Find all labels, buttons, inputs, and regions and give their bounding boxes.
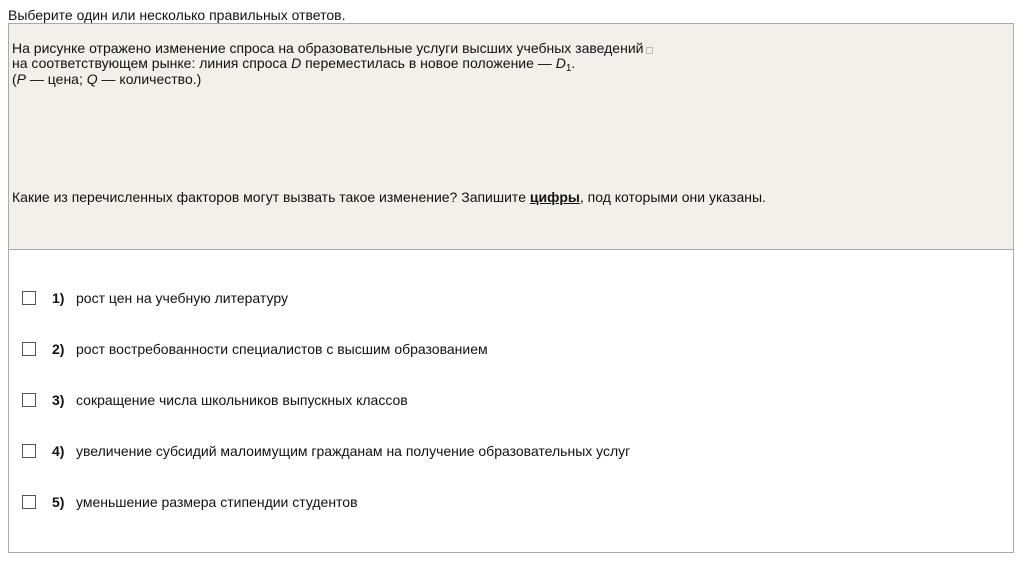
quantity-symbol: Q xyxy=(86,71,98,87)
answer-label-5: уменьшение размера стипендии студентов xyxy=(76,494,358,510)
question-line-2-middle: переместилась в новое положение — xyxy=(301,55,556,71)
answer-number-2: 2) xyxy=(52,341,65,357)
new-demand-subscript: 1 xyxy=(565,63,572,74)
answer-option-4[interactable] xyxy=(22,442,630,460)
task-text-start: Какие из перечисленных факторов могут вызвать такое изменение? Запишите xyxy=(12,189,530,205)
question-text xyxy=(12,40,1002,88)
image-placeholder-icon xyxy=(646,47,653,54)
answer-label-1: рост цен на учебную литературу xyxy=(76,290,288,306)
answer-checkbox-1[interactable] xyxy=(22,291,36,305)
question-panel xyxy=(8,23,1014,250)
quantity-legend: — количество.) xyxy=(97,71,202,87)
question-line-2 xyxy=(12,55,1002,72)
instruction-text: Выберите один или несколько правильных ответов. xyxy=(8,7,346,23)
answer-checkbox-4[interactable] xyxy=(22,444,36,458)
answer-checkbox-2[interactable] xyxy=(22,342,36,356)
question-line-1-text: На рисунке отражено изменение спроса на образовательные услуги высших учебных заведений xyxy=(12,40,644,56)
question-task xyxy=(12,189,766,206)
answer-label-2: рост востребованности специалистов с высшим образованием xyxy=(76,341,488,357)
new-demand-symbol: D xyxy=(555,55,566,71)
answer-checkbox-3[interactable] xyxy=(22,393,36,407)
answer-label-4: увеличение субсидий малоимущим гражданам на получение образовательных услуг xyxy=(76,443,631,459)
answers-panel xyxy=(8,249,1014,553)
task-text-end: , под которыми они указаны. xyxy=(579,189,766,205)
question-line-3 xyxy=(12,71,1002,88)
answer-label-3: сокращение числа школьников выпускных классов xyxy=(76,392,408,408)
question-line-2-end: . xyxy=(571,55,576,71)
question-line-2-start: на соответствующем рынке: линия спроса xyxy=(12,55,292,71)
price-symbol: P xyxy=(16,71,27,87)
answer-option-1[interactable] xyxy=(22,289,288,307)
task-bold-word: цифры xyxy=(529,189,580,205)
answer-option-3[interactable] xyxy=(22,391,408,409)
answer-number-5: 5) xyxy=(52,494,65,510)
answer-option-5[interactable] xyxy=(22,493,358,511)
answer-checkbox-5[interactable] xyxy=(22,495,36,509)
price-legend: — цена; xyxy=(26,71,87,87)
paren-open: ( xyxy=(12,71,17,87)
demand-symbol: D xyxy=(291,55,302,71)
answer-option-2[interactable] xyxy=(22,340,488,358)
answer-number-3: 3) xyxy=(52,392,65,408)
answer-number-1: 1) xyxy=(52,290,65,306)
answer-number-4: 4) xyxy=(52,443,65,459)
